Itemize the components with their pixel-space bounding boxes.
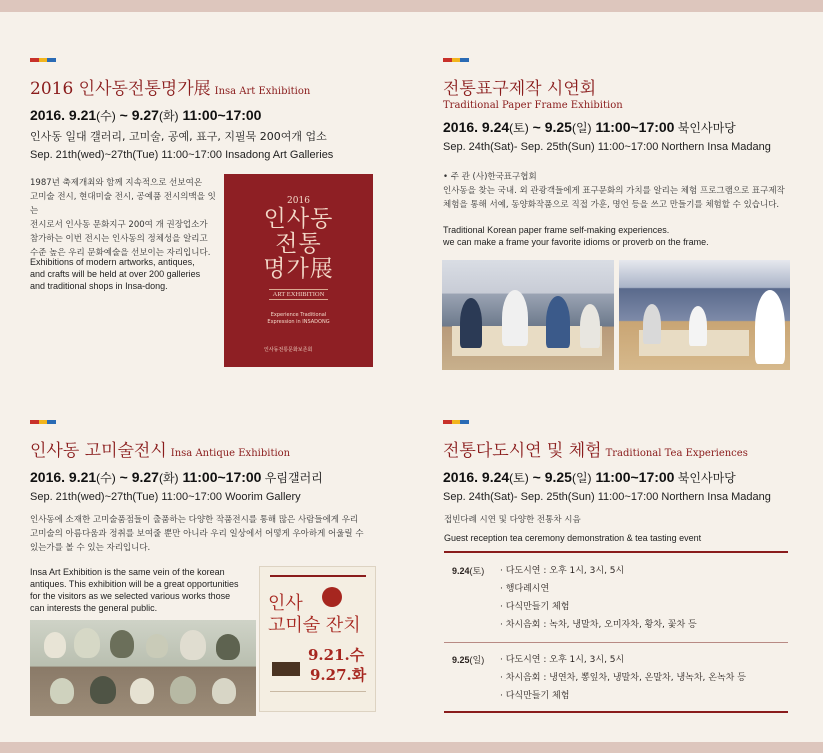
exhibition-poster: 2016 인사동 전통 명가展 ART EXHIBITION Experience Traditional Expression in INSADONG 인사동전통문화보존회 — [224, 174, 373, 367]
date-line: 2016. 9.21(수) ~ 9.27(화) 11:00~17:00 우림갤러리 — [30, 469, 323, 485]
description-korean: 인사동에 소재한 고미술품점들이 출품하는 다양한 작품전시를 통해 많은 사람들에게 우리 고미술의 아름다움과 정취를 보여줄 뿐만 아니라 우리 일상에서 어떻게 우아하게 어울릴 수 있는가를 볼 수 있는 자리입니다. — [30, 515, 364, 553]
venue-english: Sep. 21th(wed)~27th(Tue) 11:00~17:00 Insadong Art Galleries — [30, 149, 334, 161]
description-korean: 접빈다례 시연 및 다양한 전통차 시음 — [444, 515, 581, 525]
section-title: 인사동 고미술전시 Insa Antique Exhibition — [30, 441, 291, 461]
accent-bar — [30, 420, 56, 424]
description-english: Traditional Korean paper frame self-making experiences. we can make a frame your favorite idioms or proverb on the frame. — [443, 225, 709, 247]
host-label: • 주 관 (사)한국표구협회 — [443, 172, 537, 182]
description-english: Guest reception tea ceremony demonstration & tea tasting event — [444, 533, 702, 543]
accent-bar — [443, 58, 469, 62]
tea-schedule-table — [444, 551, 788, 713]
section-title: 전통표구제작 시연회 — [443, 79, 597, 99]
section-insa-art-exhibition — [30, 58, 410, 161]
description-english: Insa Art Exhibition is the same vein of the korean antiques. This exhibition will be a great opportunities for the visitors as we selected various works those can interests the general public. — [30, 567, 239, 613]
description-english: Exhibitions of modern artworks, antiques, and crafts will be held at over 200 galleries and traditional shops in Insa-dong. — [30, 257, 201, 291]
date-line: 2016. 9.21(수) ~ 9.27(화) 11:00~17:00 — [30, 107, 262, 123]
antiques-photo — [30, 620, 256, 716]
schedule-row: 9.24(토) · 다도시연 : 오후 1시, 3시, 5시 · 행다례시연 · 다식만들기 체험 · 차시음회 : 녹차, 냉말차, 오미자차, 황차, 꽃차 등 — [452, 566, 697, 630]
venue-english: Sep. 24th(Sat)- Sep. 25th(Sun) 11:00~17:00 Northern Insa Madang — [443, 491, 771, 503]
top-band — [0, 0, 823, 12]
section-title: 전통다도시연 및 체험 Traditional Tea Experiences — [443, 441, 748, 461]
description-korean: 1987년 축제개최와 함께 지속적으로 선보여온 고미술 전시, 현대미술 전시, 공예품 전시의맥을 잇는 전시로서 인사동 문화지구 200여 개 권장업소가 참가하는 이번 전시는 인사동의 정체성을 알리고 수준 높은 우리 문화예술을 선보이는 자리입니다. — [30, 178, 216, 258]
section-antique-exhibition — [30, 420, 420, 503]
section-paper-frame — [443, 58, 803, 153]
venue-korean: 인사동 일대 갤러리, 고미술, 공예, 표구, 지필묵 200여개 업소 — [30, 130, 327, 143]
workshop-photo-right — [619, 260, 790, 370]
description-korean: • 주 관 (사)한국표구협회 인사동을 찾는 국내. 외 관광객들에게 표구문화의 가치를 알리는 체험 프로그램으로 표구제작 체험을 통해 서예, 동양화작품으로 직접 가훈, 명언 등을 쓰고 만들기를 체험할 수 있습니다. — [443, 170, 803, 212]
date-line: 2016. 9.24(토) ~ 9.25(일) 11:00~17:00 북인사마당 — [443, 119, 736, 135]
schedule-row: 9.25(일) · 다도시연 : 오후 1시, 3시, 5시 · 차시음회 : 냉연차, 뽕잎차, 냉말차, 온말차, 냉녹차, 온녹차 등 · 다식만들기 체험 — [452, 655, 746, 701]
workshop-photo-left — [442, 260, 614, 370]
date-line: 2016. 9.24(토) ~ 9.25(일) 11:00~17:00 북인사마당 — [443, 469, 736, 485]
accent-bar — [30, 58, 56, 62]
venue-english: Sep. 24th(Sat)- Sep. 25th(Sun) 11:00~17:00 Northern Insa Madang — [443, 141, 771, 153]
bottom-band — [0, 742, 823, 753]
section-title-english: Traditional Paper Frame Exhibition — [443, 100, 623, 111]
section-title: 2016 인사동전통명가展 Insa Art Exhibition — [30, 79, 311, 99]
accent-bar — [443, 420, 469, 424]
venue-english: Sep. 21th(wed)~27th(Tue) 11:00~17:00 Woorim Gallery — [30, 491, 301, 503]
section-tea-experiences — [443, 420, 813, 503]
antique-festival-poster: 인사 고미술 잔치 9.21.수 9.27.화 — [259, 566, 376, 712]
